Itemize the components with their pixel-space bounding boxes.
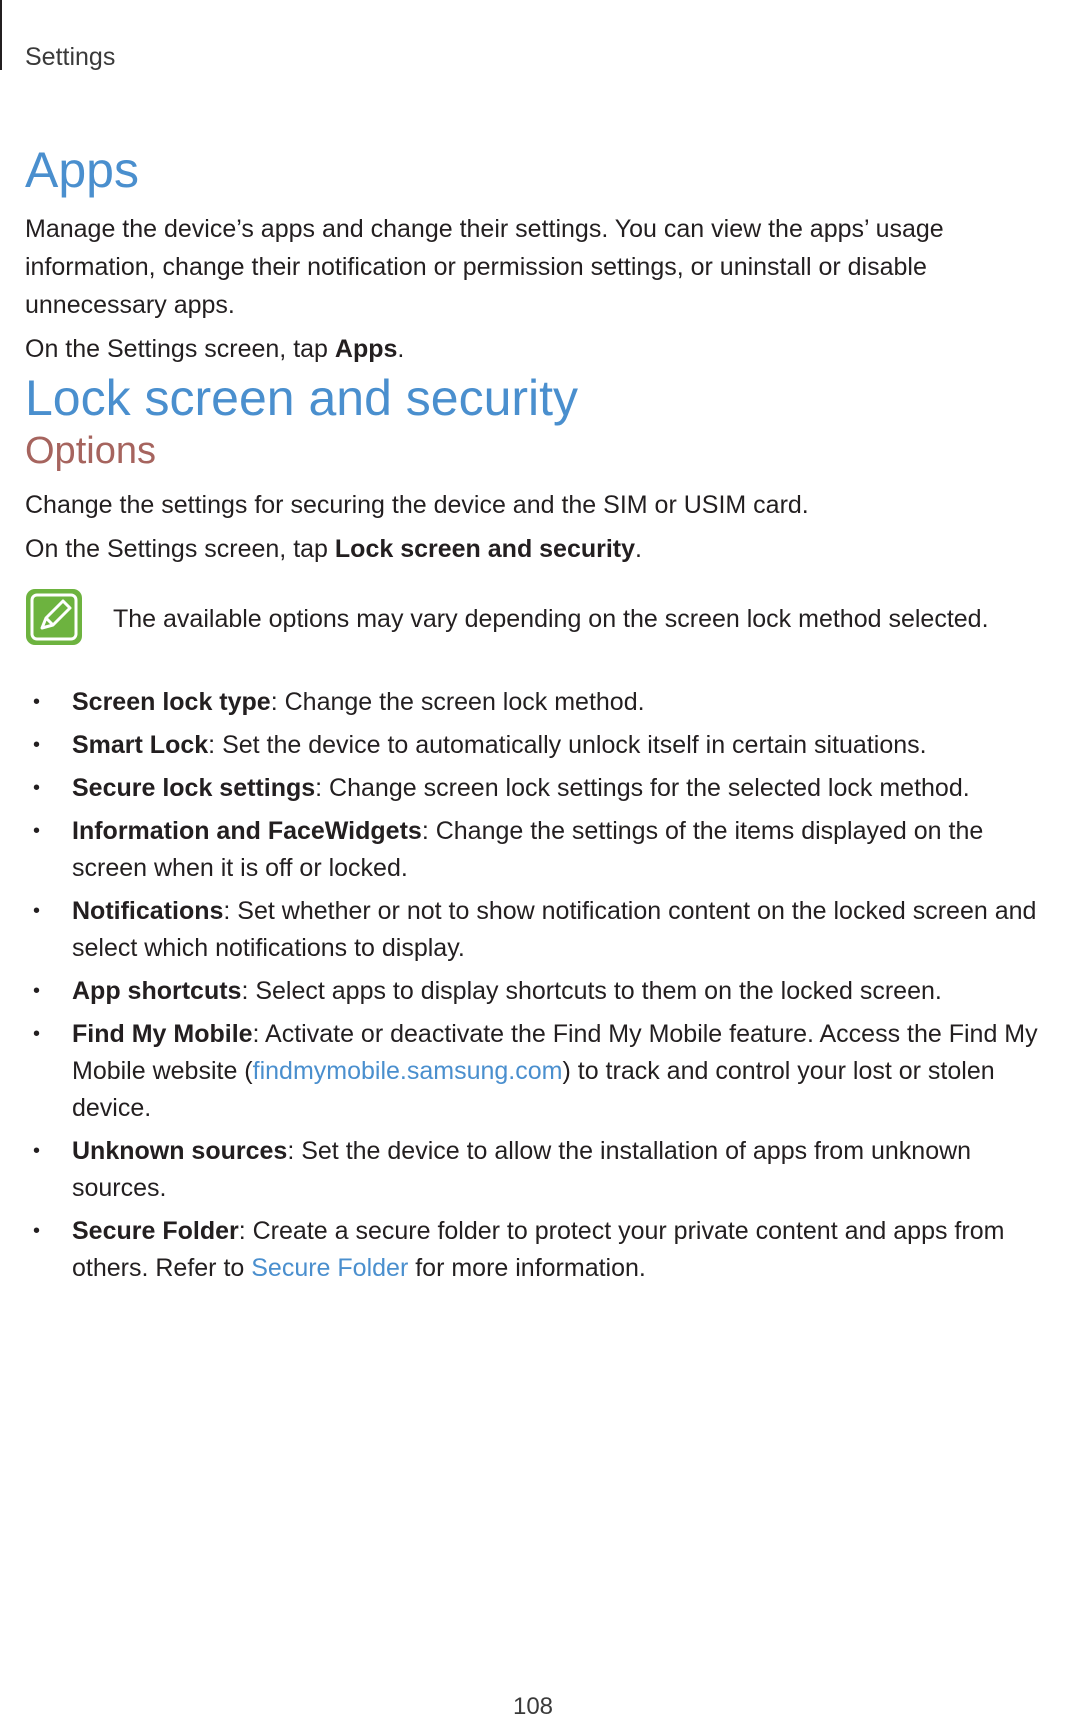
options-subsection-title: Options xyxy=(25,430,156,472)
bullet: • xyxy=(33,1023,41,1045)
lock-screen-section-title: Lock screen and security xyxy=(25,370,579,426)
list-item xyxy=(25,813,1065,887)
option-term: Smart Lock xyxy=(72,731,209,759)
option-text: : Activate or deactivate the Find My Mobile feature. Access the Find My Mobile website ( xyxy=(72,1020,1038,1085)
option-text: : Change screen lock settings for the selected lock method. xyxy=(315,774,970,802)
options-description: Change the settings for securing the device and the SIM or USIM card. xyxy=(25,491,809,519)
option-term: Notifications xyxy=(72,897,224,925)
option-text: : Set the device to allow the installation of apps from unknown sources. xyxy=(72,1137,972,1202)
options-list xyxy=(25,684,1065,1287)
list-item xyxy=(25,727,1065,764)
note-text: The available options may vary depending on the screen lock method selected. xyxy=(113,605,989,633)
option-term: Secure lock settings xyxy=(72,774,316,802)
option-term: Secure Folder xyxy=(72,1217,239,1245)
apps-tap-instruction xyxy=(25,330,1065,368)
option-text-after: ) to track and control your lost or stolen device. xyxy=(72,1057,995,1122)
list-item xyxy=(25,893,1065,967)
apps-tap-suffix: . xyxy=(397,335,405,363)
bullet: • xyxy=(33,980,41,1002)
options-tap-prefix: On the Settings screen, tap xyxy=(25,535,335,563)
apps-tap-target: Apps xyxy=(334,335,398,363)
option-term: Information and FaceWidgets xyxy=(72,817,422,845)
bullet: • xyxy=(33,820,41,842)
option-text: : Select apps to display shortcuts to them on the locked screen. xyxy=(241,977,942,1005)
secure-folder-link[interactable]: Secure Folder xyxy=(251,1254,409,1282)
bullet: • xyxy=(33,691,41,713)
apps-section-title: Apps xyxy=(25,142,139,198)
note-pencil-icon xyxy=(25,588,83,646)
option-term: Unknown sources xyxy=(72,1137,288,1165)
option-text: : Create a secure folder to protect your private content and apps from others. Refer to xyxy=(72,1217,1005,1282)
options-tap-instruction xyxy=(25,530,1065,568)
list-item xyxy=(25,973,1065,1010)
findmymobile-link[interactable]: findmymobile.samsung.com xyxy=(252,1057,563,1085)
bullet: • xyxy=(33,777,41,799)
page-number: 108 xyxy=(512,1693,554,1720)
page-content xyxy=(25,140,1065,1293)
list-item xyxy=(25,1213,1065,1287)
option-text: : Change the settings of the items displayed on the screen when it is off or locked. xyxy=(72,817,984,882)
note-box xyxy=(25,588,1065,650)
options-tap-suffix: . xyxy=(635,535,642,563)
list-item xyxy=(25,684,1065,721)
list-item xyxy=(25,770,1065,807)
list-item xyxy=(25,1016,1065,1127)
bullet: • xyxy=(33,734,41,756)
bullet: • xyxy=(33,900,41,922)
options-tap-target: Lock screen and security xyxy=(334,535,636,563)
option-text-after: for more information. xyxy=(408,1254,646,1282)
option-text: : Set whether or not to show notification content on the locked screen and select which notifications to display. xyxy=(72,897,1037,962)
option-text: : Set the device to automatically unlock itself in certain situations. xyxy=(208,731,927,759)
apps-tap-prefix: On the Settings screen, tap xyxy=(25,335,335,363)
apps-description: Manage the device’s apps and change their settings. You can view the apps’ usage information, change their notification or permission settings, or uninstall or disable unnecessary apps. xyxy=(25,215,944,319)
list-item xyxy=(25,1133,1065,1207)
option-term: App shortcuts xyxy=(72,977,242,1005)
bullet: • xyxy=(33,1220,41,1242)
option-text: : Change the screen lock method. xyxy=(270,688,645,716)
bullet: • xyxy=(33,1140,41,1162)
corner-rule xyxy=(0,0,2,70)
running-header: Settings xyxy=(25,43,116,71)
option-term: Screen lock type xyxy=(72,688,271,716)
option-term: Find My Mobile xyxy=(72,1020,253,1048)
